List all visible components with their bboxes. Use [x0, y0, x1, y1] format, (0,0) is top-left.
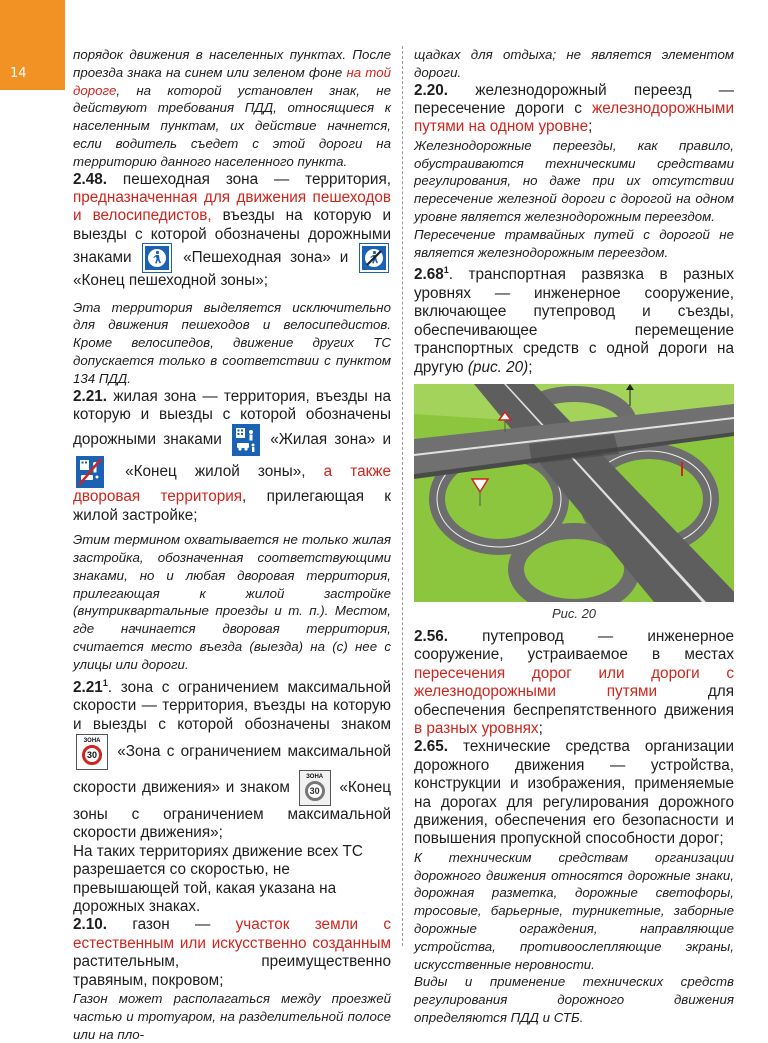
note-2-48: Эта территория выделяется исключительно для движения пешеходов и велосипедистов. Кроме велосипедов, движение других ТС допускается только в соответствии с пунктом 134 ПДД.: [73, 299, 391, 386]
note-2-65b: Виды и применение технических средств регулирования дорожного движения определяются ПДД и СТБ.: [414, 974, 734, 1025]
note-2-65a: К техническим средствам организации дорожного движения относятся дорожные знаки, дорожная разметка, дорожные светофоры, тросовые, барьерные, турникетные, заборные дорожные ограждения, направляющие устройства, противоослепляющие экраны, искусственные неровности.: [414, 849, 734, 972]
definition-number: 2.21.: [73, 387, 108, 405]
pedestrian-zone-sign-icon: [143, 244, 171, 272]
page-number: 14: [10, 66, 27, 81]
definition-2-21-1: 2.21$^1$. зона с ограничением максимальной скорости — территория, въезды на которую и выезды с которой обозначены знаком ЗОНА 30 «Зона с ограничением максимальной скорости движения» и знаком ЗОНА 30 «Конец зоны с ограничением максимальной скорости движения»;: [73, 677, 392, 842]
definition-number: 2.68$^1$: [414, 265, 449, 284]
note-2-21: Этим термином охватывается не только жилая застройка, обозначенная соответствующими знаками, но и любая дворовая территория, прилегающая к жилой застройке (внутриквартальные проезды и т. п.). Местом, где начинается дворовая территория, считается место въезда (выезда) на (с) нее с улицы или дороги.: [73, 532, 391, 672]
definition-2-20: 2.20. железнодорожный переезд — пересечение дороги с железнодорожными путями на одном уровне;: [414, 81, 735, 136]
definition-number: 2.56.: [414, 627, 449, 645]
definition-number: 2.48.: [73, 170, 108, 188]
note-2-20b: Пересечение трамвайных путей с дорогой не является железнодорожным переездом.: [414, 226, 734, 260]
left-column: [73, 46, 391, 1043]
end-living-zone-sign-icon: [76, 456, 104, 488]
interchange-illustration: [414, 384, 734, 602]
end-speed-zone-30-sign-icon: ЗОНА 30: [299, 770, 331, 806]
definition-2-10: 2.10. газон — участок земли с естественным или искусственно созданным растительным, преимущественно травяным, покровом;: [73, 916, 391, 989]
right-column: [414, 46, 734, 1027]
note-2-10: Газон может располагаться между проезжей частью и тротуаром, на разделительной полосе или на пло-: [73, 990, 391, 1042]
definition-2-21: 2.21. жилая зона — территория, въезды на которую и выезды с которой обозначены дорожными знаками «Жилая зона» и «Конец жилой зоны», а также дворовая территория, прилегающая к жилой застройке;: [73, 387, 392, 524]
figure-caption: Рис. 20: [551, 605, 597, 621]
definition-number: 2.10.: [73, 916, 108, 934]
definition-number: 2.21$^1$: [73, 677, 108, 696]
definition-2-48: 2.48. пешеходная зона — территория, предназначенная для движения пешеходов и велосипедистов, въезды на которую и выезды с которой обозначены дорожными знаками «Пешеходная зона» и «Конец пешеходной зоны»;: [73, 170, 392, 290]
page-number-tab: [0, 0, 65, 90]
continued-note-2-10: щадках для отдыха; не является элементом дороги.: [414, 47, 734, 80]
definition-number: 2.65.: [414, 738, 449, 756]
definition-number: 2.20.: [414, 81, 449, 99]
definition-2-65: 2.65. технические средства организации дорожного движения — устройства, конструкции и изображения, применяемые на дорогах для регулирования дорожного движения, обеспечения его безопасности и повышения пропускной способности дорог;: [414, 738, 734, 848]
column-divider: [402, 46, 403, 946]
speed-zone-explanation: На таких территориях движение всех ТС разрешается со скоростью, не превышающей той, какая указана на дорожных знаках.: [73, 842, 363, 915]
definition-2-68-1: 2.68$^1$. транспортная развязка в разных уровнях — инженерное сооружение, включающее путепровод и съезды, обеспечивающее перемещение транспортных средств с одной дороги на другую (рис. 20);: [414, 265, 734, 376]
definition-2-56: 2.56. путепровод — инженерное сооружение, устраиваемое в местах пересечения дорог или дороги с железнодорожными путями для обеспечения беспрепятственного движения в разных уровнях;: [414, 627, 735, 737]
end-pedestrian-zone-sign-icon: [360, 244, 388, 272]
speed-zone-30-sign-icon: ЗОНА 30: [76, 734, 108, 770]
intro-note: порядок движения в населенных пунктах. После проезда знака на синем или зеленом фоне на той дороге, на которой установлен знак, не действуют требования ПДД, относящиеся к населенным пунктам, их действие начнется, если водитель съедет с этой дороги на территорию данного населенного пункта.: [73, 47, 391, 169]
living-zone-sign-icon: [232, 424, 260, 456]
note-2-20a: Железнодорожные переезды, как правило, обустраиваются техническими средствами регулирования, но даже при их отсутствии пересечение железной дороги с дорогой на одном уровне является железнодорожным переездом.: [414, 137, 734, 224]
